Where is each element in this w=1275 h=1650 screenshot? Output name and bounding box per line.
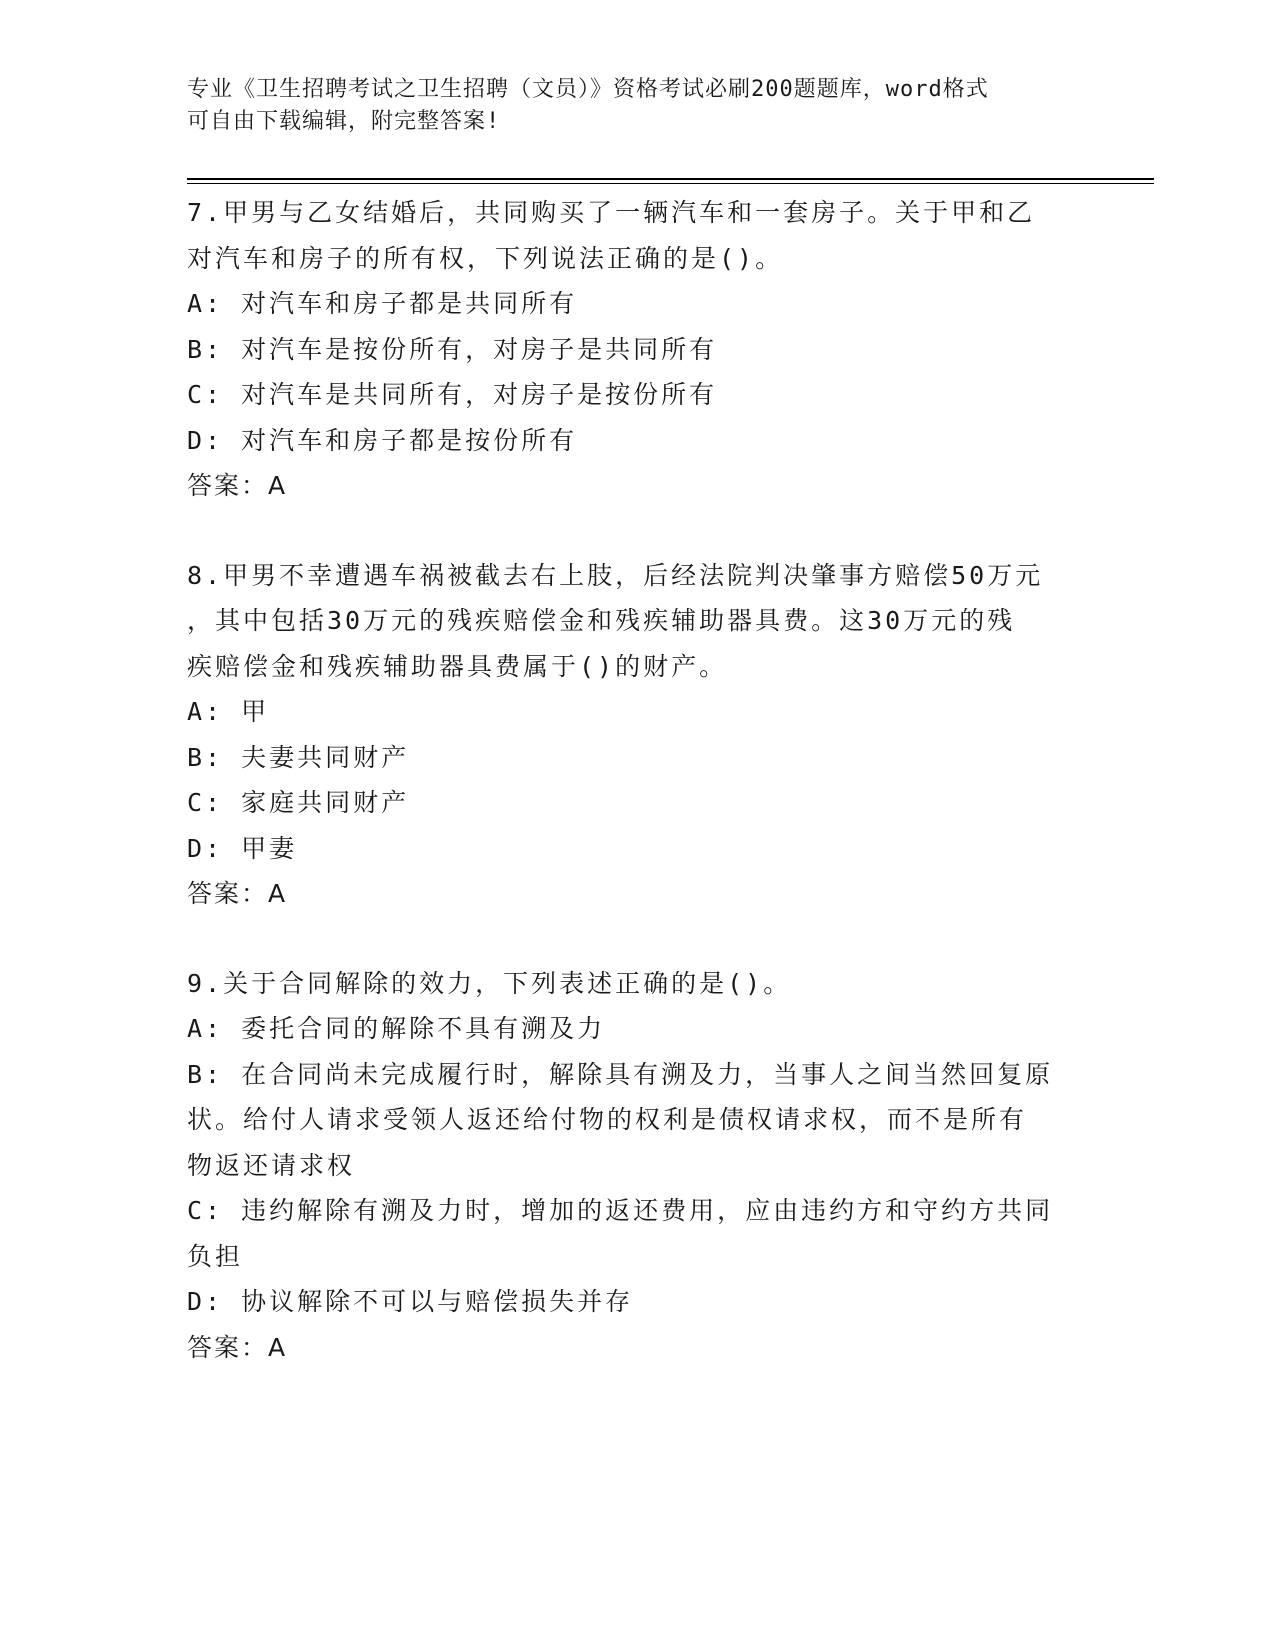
- question-stem-line: 9.关于合同解除的效力，下列表述正确的是()。: [187, 968, 792, 998]
- option-c-continued: 负担: [187, 1241, 244, 1271]
- question-stem-line: ，其中包括30万元的残疾赔偿金和残疾辅助器具费。这30万元的残: [187, 606, 1016, 635]
- option-b: B: 在合同尚未完成履行时，解除具有溯及力，当事人之间当然回复原: [187, 1059, 1054, 1089]
- option-c: C: 对汽车是共同所有，对房子是按份所有: [187, 380, 718, 409]
- option-c: C: 违约解除有溯及力时，增加的返还费用，应由违约方和守约方共同: [187, 1196, 1054, 1225]
- option-b: B: 对汽车是按份所有，对房子是共同所有: [187, 334, 718, 364]
- option-b-continued: 物返还请求权: [187, 1150, 356, 1180]
- option-d: D: 对汽车和房子都是按份所有: [187, 425, 578, 455]
- document-header: [187, 74, 1077, 138]
- answer-line: 答案：A: [187, 879, 288, 908]
- question-8: [187, 553, 1087, 917]
- option-b-continued: 状。给付人请求受领人返还给付物的权利是债权请求权，而不是所有: [187, 1105, 1028, 1134]
- question-list: [187, 190, 1087, 1414]
- answer-line: 答案：A: [187, 1332, 288, 1362]
- header-divider-bottom: [187, 183, 1154, 184]
- question-stem-line: 7.甲男与乙女结婚后，共同购买了一辆汽车和一套房子。关于甲和乙: [187, 198, 1036, 227]
- option-c: C: 家庭共同财产: [187, 788, 410, 817]
- question-stem-line: 对汽车和房子的所有权，下列说法正确的是()。: [187, 243, 784, 273]
- option-d: D: 协议解除不可以与赔偿损失并存: [187, 1287, 634, 1316]
- header-divider-top: [187, 178, 1154, 180]
- option-d: D: 甲妻: [187, 833, 298, 863]
- header-line-2: 可自由下载编辑，附完整答案!: [187, 109, 501, 134]
- option-b: B: 夫妻共同财产: [187, 742, 410, 772]
- option-a: A: 对汽车和房子都是共同所有: [187, 289, 578, 318]
- option-a: A: 委托合同的解除不具有溯及力: [187, 1014, 606, 1043]
- question-9: [187, 961, 1087, 1371]
- option-a: A: 甲: [187, 697, 270, 726]
- question-stem-line: 疾赔偿金和残疾辅助器具费属于()的财产。: [187, 651, 728, 681]
- question-7: [187, 190, 1087, 509]
- answer-line: 答案：A: [187, 471, 288, 500]
- question-stem-line: 8.甲男不幸遭遇车祸被截去右上肢，后经法院判决肇事方赔偿50万元: [187, 560, 1044, 590]
- header-line-1: 专业《卫生招聘考试之卫生招聘（文员）》资格考试必刷200题题库，word格式: [187, 77, 989, 102]
